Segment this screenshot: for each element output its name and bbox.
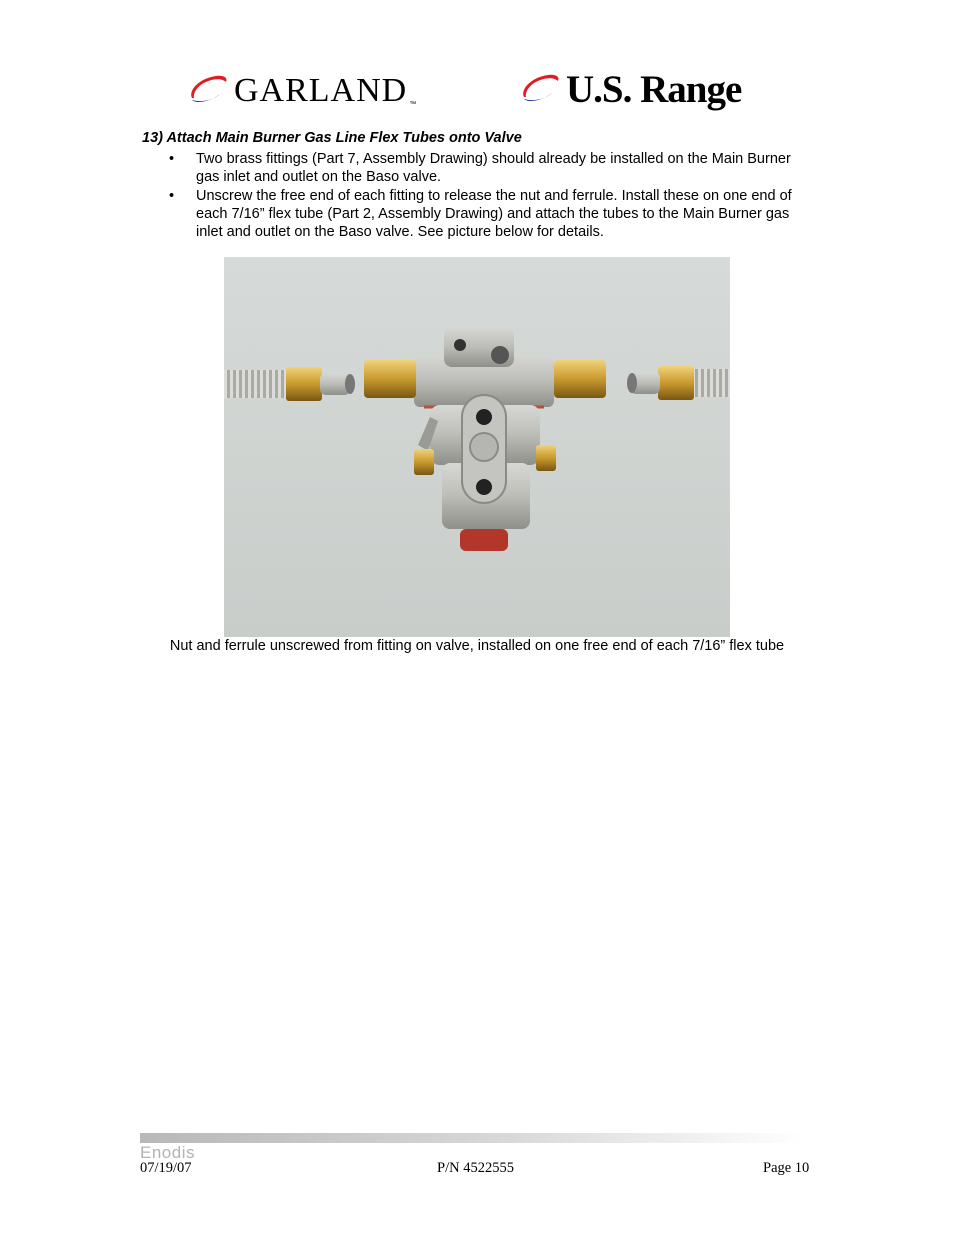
figure-caption: Nut and ferrule unscrewed from fitting on valve, installed on one free end of each 7/16” flex tube (169, 638, 785, 654)
enodis-logo: Enodis (140, 1143, 195, 1162)
garland-wordmark: GARLAND (234, 72, 408, 109)
garland-logo (186, 52, 416, 108)
usrange-swoosh-icon (518, 69, 562, 109)
footer-page-number: Page 10 (763, 1160, 810, 1176)
header-logos (186, 52, 776, 116)
valve-photo (224, 257, 730, 637)
usrange-logo (518, 52, 741, 109)
footer-part-number: P/N 4522555 (437, 1160, 514, 1176)
instruction-item: • Unscrew the free end of each fitting to release the nut and ferrule. Install these on one end of each 7/16” flex tube (Part 2, Assembly Drawing) and attach the tubes to the Main Burner gas inlet and outlet on the Baso valve. See picture below for details. (168, 187, 808, 241)
instruction-item: • Two brass fittings (Part 7, Assembly Drawing) should already be installed on the Main Burner gas inlet and outlet on the Baso valve. (168, 150, 808, 186)
footer-date: 07/19/07 (140, 1160, 192, 1176)
footer-divider (140, 1133, 805, 1143)
trademark-symbol: ™ (409, 101, 417, 108)
section-heading: 13) Attach Main Burner Gas Line Flex Tubes onto Valve (142, 130, 522, 146)
usrange-wordmark: U.S. Range (566, 68, 742, 111)
garland-swoosh-icon (186, 68, 230, 108)
instruction-list (168, 150, 808, 242)
